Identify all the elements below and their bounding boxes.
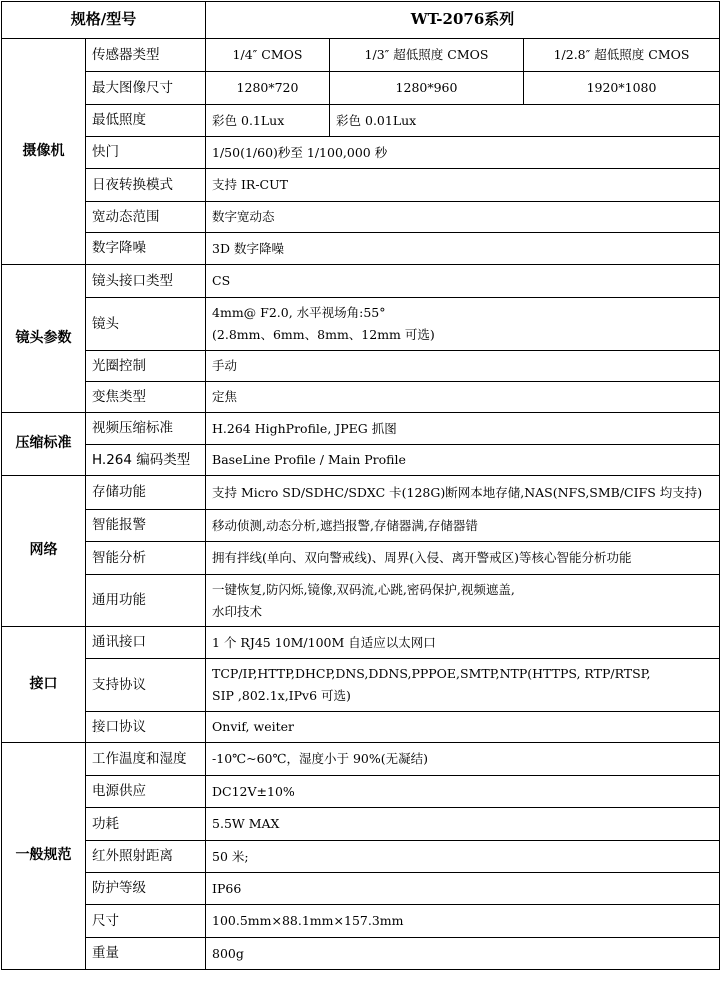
- row-label: 日夜转换模式: [86, 169, 206, 202]
- table-row: [2, 351, 720, 382]
- row-label: 快门: [86, 137, 206, 169]
- cell-value: 1/3″ 超低照度 CMOS: [330, 39, 524, 72]
- cell-value: 1/2.8″ 超低照度 CMOS: [524, 39, 720, 72]
- cell-value: -10℃~60℃，湿度小于 90%(无凝结): [206, 743, 720, 776]
- cell-value: 50 米;: [206, 841, 720, 873]
- table-row: [2, 233, 720, 265]
- table-row: [2, 841, 720, 873]
- category-camera: 摄像机: [2, 39, 86, 265]
- table-row: [2, 905, 720, 938]
- row-label: 镜头: [86, 298, 206, 351]
- row-label: 电源供应: [86, 776, 206, 808]
- category-lens: 镜头参数: [2, 265, 86, 413]
- row-label: 变焦类型: [86, 382, 206, 413]
- table-row: [2, 808, 720, 841]
- cell-value: 支持 Micro SD/SDHC/SDXC 卡(128G)断网本地存储,NAS(NFS,SMB/CIFS 均支持): [206, 476, 720, 510]
- row-label: 通讯接口: [86, 627, 206, 659]
- table-row: [2, 39, 720, 72]
- table-row: [2, 202, 720, 233]
- row-label: 传感器类型: [86, 39, 206, 72]
- general-line-1: 一键恢复,防闪烁,镜像,双码流,心跳,密码保护,视频遮盖,: [212, 581, 515, 597]
- row-label: 支持协议: [86, 659, 206, 712]
- cell-value: 100.5mm×88.1mm×157.3mm: [206, 905, 720, 938]
- row-label: 光圈控制: [86, 351, 206, 382]
- cell-value: DC12V±10%: [206, 776, 720, 808]
- cell-value: 定焦: [206, 382, 720, 413]
- cell-value: Onvif, weiter: [206, 712, 720, 743]
- row-label: 最大图像尺寸: [86, 72, 206, 105]
- table-row: [2, 382, 720, 413]
- cell-value: 移动侦测,动态分析,遮挡报警,存储器满,存储器错: [206, 510, 720, 542]
- table-row: [2, 105, 720, 137]
- cell-value: 1920*1080: [524, 72, 720, 105]
- table-row: [2, 712, 720, 743]
- row-label: 红外照射距离: [86, 841, 206, 873]
- table-row: [2, 476, 720, 510]
- cell-value: [206, 298, 720, 351]
- lens-line-2: (2.8mm、6mm、8mm、12mm 可选): [212, 327, 435, 342]
- category-network: 网络: [2, 476, 86, 627]
- row-label: 最低照度: [86, 105, 206, 137]
- row-label: 尺寸: [86, 905, 206, 938]
- header-row: [2, 2, 720, 39]
- cell-value: 3D 数字降噪: [206, 233, 720, 265]
- row-label: 通用功能: [86, 575, 206, 627]
- row-label: H.264 编码类型: [86, 445, 206, 476]
- table-row: [2, 413, 720, 445]
- category-compression: 压缩标准: [2, 413, 86, 476]
- table-row: [2, 873, 720, 905]
- protocol-line-1: TCP/IP,HTTP,DHCP,DNS,DDNS,PPPOE,SMTP,NTP(HTTPS, RTP/RTSP,: [212, 666, 651, 682]
- cell-value: 拥有拌线(单向、双向警戒线)、周界(入侵、离开警戒区)等核心智能分析功能: [206, 542, 720, 575]
- spec-table: [1, 1, 720, 970]
- cell-value: 手动: [206, 351, 720, 382]
- table-row: [2, 743, 720, 776]
- row-label: 功耗: [86, 808, 206, 841]
- row-label: 宽动态范围: [86, 202, 206, 233]
- row-label: 接口协议: [86, 712, 206, 743]
- cell-value: 彩色 0.1Lux: [206, 105, 330, 137]
- row-label: 工作温度和湿度: [86, 743, 206, 776]
- general-line-2: 水印技术: [212, 603, 263, 619]
- cell-value: 1/50(1/60)秒至 1/100,000 秒: [206, 137, 720, 169]
- table-row: [2, 627, 720, 659]
- cell-value: 1280*720: [206, 72, 330, 105]
- cell-value: 1 个 RJ45 10M/100M 自适应以太网口: [206, 627, 720, 659]
- table-row: [2, 265, 720, 298]
- lens-line-1: 4mm@ F2.0, 水平视场角:55°: [212, 305, 386, 321]
- cell-value: 1/4″ CMOS: [206, 39, 330, 72]
- table-row: [2, 938, 720, 970]
- row-label: 智能分析: [86, 542, 206, 575]
- table-row: [2, 445, 720, 476]
- table-row: [2, 776, 720, 808]
- protocol-line-2: SIP ,802.1x,IPv6 可选): [212, 688, 351, 703]
- cell-value: 800g: [206, 938, 720, 970]
- cell-value: 1280*960: [330, 72, 524, 105]
- model-name: WT-2076系列: [206, 2, 720, 39]
- table-row: [2, 659, 720, 712]
- cell-value: 支持 IR-CUT: [206, 169, 720, 202]
- cell-value: 5.5W MAX: [206, 808, 720, 841]
- spec-model-label: 规格/型号: [2, 2, 206, 39]
- row-label: 存储功能: [86, 476, 206, 510]
- table-row: [2, 542, 720, 575]
- cell-value: BaseLine Profile / Main Profile: [206, 445, 720, 476]
- table-row: [2, 510, 720, 542]
- row-label: 重量: [86, 938, 206, 970]
- row-label: 防护等级: [86, 873, 206, 905]
- table-row: [2, 72, 720, 105]
- cell-value: IP66: [206, 873, 720, 905]
- cell-value: CS: [206, 265, 720, 298]
- category-general: 一般规范: [2, 743, 86, 970]
- spec-sheet: [1, 1, 719, 970]
- cell-value: [206, 659, 720, 712]
- row-label: 数字降噪: [86, 233, 206, 265]
- table-row: [2, 298, 720, 351]
- table-row: [2, 169, 720, 202]
- cell-value: 数字宽动态: [206, 202, 720, 233]
- cell-value: H.264 HighProfile, JPEG 抓图: [206, 413, 720, 445]
- cell-value: [206, 575, 720, 627]
- row-label: 智能报警: [86, 510, 206, 542]
- cell-value: 彩色 0.01Lux: [330, 105, 720, 137]
- row-label: 镜头接口类型: [86, 265, 206, 298]
- table-row: [2, 575, 720, 627]
- category-interface: 接口: [2, 627, 86, 743]
- row-label: 视频压缩标准: [86, 413, 206, 445]
- table-row: [2, 137, 720, 169]
